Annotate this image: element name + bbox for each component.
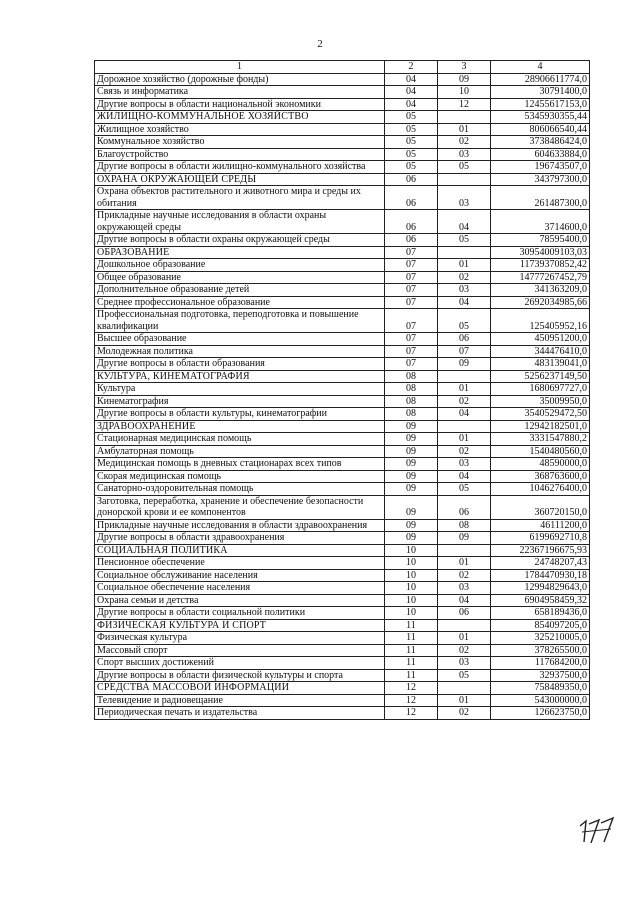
table-row <box>95 284 590 297</box>
row-section-code: 10 <box>385 607 438 620</box>
row-subsection-code: 03 <box>438 284 491 297</box>
row-amount: 196743507,0 <box>491 161 590 174</box>
row-subsection-code: 02 <box>438 395 491 408</box>
row-section-code: 05 <box>385 136 438 149</box>
header-col-4: 4 <box>491 61 590 74</box>
row-section-code: 10 <box>385 544 438 557</box>
row-name: ЖИЛИЩНО-КОММУНАЛЬНОЕ ХОЗЯЙСТВО <box>95 111 385 124</box>
table-row <box>95 544 590 557</box>
table-row <box>95 123 590 136</box>
row-subsection-code: 10 <box>438 86 491 99</box>
table-row <box>95 495 590 519</box>
table-row <box>95 111 590 124</box>
page-number: 2 <box>317 38 323 50</box>
row-amount: 3738486424,0 <box>491 136 590 149</box>
row-subsection-code: 02 <box>438 271 491 284</box>
table-header-row <box>95 61 590 74</box>
row-name: Связь и информатика <box>95 86 385 99</box>
row-section-code: 09 <box>385 495 438 519</box>
row-section-code: 09 <box>385 420 438 433</box>
row-amount: 126623750,0 <box>491 707 590 720</box>
row-subsection-code: 07 <box>438 345 491 358</box>
row-subsection-code: 03 <box>438 458 491 471</box>
row-subsection-code: 05 <box>438 669 491 682</box>
row-name: СОЦИАЛЬНАЯ ПОЛИТИКА <box>95 544 385 557</box>
row-section-code: 11 <box>385 619 438 632</box>
table-row <box>95 136 590 149</box>
row-amount: 11739370852,42 <box>491 259 590 272</box>
table-row <box>95 210 590 234</box>
table-row <box>95 370 590 383</box>
row-name: Другие вопросы в области образования <box>95 358 385 371</box>
row-section-code: 11 <box>385 632 438 645</box>
row-amount: 28906611774,0 <box>491 73 590 86</box>
row-amount: 30791400,0 <box>491 86 590 99</box>
row-subsection-code: 06 <box>438 607 491 620</box>
table-row <box>95 569 590 582</box>
row-amount: 30954009103,03 <box>491 246 590 259</box>
row-amount: 360720150,0 <box>491 495 590 519</box>
table-row <box>95 433 590 446</box>
row-name: Благоустройство <box>95 148 385 161</box>
row-name: Амбулаторная помощь <box>95 445 385 458</box>
row-amount: 5256237149,50 <box>491 370 590 383</box>
row-section-code: 04 <box>385 73 438 86</box>
row-amount: 378265500,0 <box>491 644 590 657</box>
row-section-code: 07 <box>385 333 438 346</box>
row-subsection-code: 01 <box>438 557 491 570</box>
table-row <box>95 483 590 496</box>
row-section-code: 07 <box>385 246 438 259</box>
row-section-code: 06 <box>385 186 438 210</box>
row-name: Массовый спорт <box>95 644 385 657</box>
row-subsection-code: 02 <box>438 136 491 149</box>
table-row <box>95 694 590 707</box>
row-name: Стационарная медицинская помощь <box>95 433 385 446</box>
row-name: Другие вопросы в области жилищно-коммунального хозяйства <box>95 161 385 174</box>
row-name: Коммунальное хозяйство <box>95 136 385 149</box>
table-body <box>95 73 590 719</box>
row-section-code: 09 <box>385 470 438 483</box>
row-amount: 450951200,0 <box>491 333 590 346</box>
table-row <box>95 408 590 421</box>
row-name: Другие вопросы в области физической культуры и спорта <box>95 669 385 682</box>
row-amount: 48590000,0 <box>491 458 590 471</box>
row-subsection-code: 02 <box>438 445 491 458</box>
row-amount: 24748207,43 <box>491 557 590 570</box>
row-subsection-code: 04 <box>438 408 491 421</box>
row-amount: 341363209,0 <box>491 284 590 297</box>
row-section-code: 06 <box>385 173 438 186</box>
row-name: Молодежная политика <box>95 345 385 358</box>
row-section-code: 04 <box>385 98 438 111</box>
row-subsection-code: 04 <box>438 296 491 309</box>
row-subsection-code: 04 <box>438 594 491 607</box>
row-section-code: 09 <box>385 519 438 532</box>
table-row <box>95 259 590 272</box>
table-row <box>95 246 590 259</box>
row-section-code: 07 <box>385 259 438 272</box>
row-name: ОХРАНА ОКРУЖАЮЩЕЙ СРЕДЫ <box>95 173 385 186</box>
row-subsection-code: 01 <box>438 259 491 272</box>
row-section-code: 04 <box>385 86 438 99</box>
table-row <box>95 532 590 545</box>
row-subsection-code <box>438 420 491 433</box>
header-col-2: 2 <box>385 61 438 74</box>
table-row <box>95 86 590 99</box>
row-section-code: 10 <box>385 557 438 570</box>
table-row <box>95 309 590 333</box>
row-amount: 12994829643,0 <box>491 582 590 595</box>
table-row <box>95 470 590 483</box>
row-amount: 3714600,0 <box>491 210 590 234</box>
row-amount: 22367196675,93 <box>491 544 590 557</box>
table-row <box>95 186 590 210</box>
row-name: Физическая культура <box>95 632 385 645</box>
row-subsection-code <box>438 370 491 383</box>
row-subsection-code: 04 <box>438 210 491 234</box>
row-amount: 35009950,0 <box>491 395 590 408</box>
row-subsection-code: 09 <box>438 358 491 371</box>
row-amount: 46111200,0 <box>491 519 590 532</box>
row-section-code: 08 <box>385 383 438 396</box>
row-amount: 344476410,0 <box>491 345 590 358</box>
row-section-code: 08 <box>385 395 438 408</box>
row-subsection-code: 09 <box>438 532 491 545</box>
row-section-code: 05 <box>385 161 438 174</box>
row-name: Высшее образование <box>95 333 385 346</box>
row-subsection-code: 03 <box>438 582 491 595</box>
table-row <box>95 383 590 396</box>
row-name: Кинематография <box>95 395 385 408</box>
row-section-code: 09 <box>385 532 438 545</box>
row-name: ФИЗИЧЕСКАЯ КУЛЬТУРА И СПОРТ <box>95 619 385 632</box>
row-name: Другие вопросы в области культуры, кинематографии <box>95 408 385 421</box>
row-subsection-code: 02 <box>438 644 491 657</box>
row-name: Прикладные научные исследования в области здравоохранения <box>95 519 385 532</box>
row-name: Социальное обслуживание населения <box>95 569 385 582</box>
row-section-code: 06 <box>385 210 438 234</box>
row-section-code: 07 <box>385 358 438 371</box>
row-section-code: 09 <box>385 445 438 458</box>
table-row <box>95 148 590 161</box>
row-name: Среднее профессиональное образование <box>95 296 385 309</box>
table-row <box>95 161 590 174</box>
row-subsection-code: 05 <box>438 161 491 174</box>
row-name: Другие вопросы в области охраны окружающей среды <box>95 234 385 247</box>
row-amount: 483139041,0 <box>491 358 590 371</box>
header-col-1: 1 <box>95 61 385 74</box>
row-section-code: 12 <box>385 682 438 695</box>
row-subsection-code: 06 <box>438 495 491 519</box>
table-row <box>95 594 590 607</box>
row-subsection-code: 06 <box>438 333 491 346</box>
budget-table <box>94 60 590 720</box>
table-row <box>95 395 590 408</box>
table-row <box>95 98 590 111</box>
row-name: Медицинская помощь в дневных стационарах всех типов <box>95 458 385 471</box>
handwritten-signature <box>577 812 617 846</box>
row-name: Социальное обеспечение населения <box>95 582 385 595</box>
row-name: Заготовка, переработка, хранение и обеспечение безопасности донорской крови и ее компонентов <box>95 495 385 519</box>
row-section-code: 09 <box>385 483 438 496</box>
row-section-code: 05 <box>385 111 438 124</box>
row-name: Периодическая печать и издательства <box>95 707 385 720</box>
row-section-code: 10 <box>385 594 438 607</box>
row-subsection-code: 05 <box>438 483 491 496</box>
row-name: Общее образование <box>95 271 385 284</box>
table-row <box>95 557 590 570</box>
row-amount: 2692034985,66 <box>491 296 590 309</box>
row-name: Другие вопросы в области здравоохранения <box>95 532 385 545</box>
row-subsection-code <box>438 619 491 632</box>
row-subsection-code: 01 <box>438 123 491 136</box>
row-name: Дополнительное образование детей <box>95 284 385 297</box>
row-amount: 343797300,0 <box>491 173 590 186</box>
row-subsection-code: 01 <box>438 632 491 645</box>
row-name: Другие вопросы в области социальной политики <box>95 607 385 620</box>
row-name: Охрана объектов растительного и животного мира и среды их обитания <box>95 186 385 210</box>
row-amount: 604633884,0 <box>491 148 590 161</box>
row-subsection-code <box>438 111 491 124</box>
row-name: Дошкольное образование <box>95 259 385 272</box>
row-section-code: 12 <box>385 707 438 720</box>
row-amount: 78595400,0 <box>491 234 590 247</box>
row-amount: 6904958459,32 <box>491 594 590 607</box>
row-amount: 3331547880,2 <box>491 433 590 446</box>
row-subsection-code: 08 <box>438 519 491 532</box>
row-section-code: 05 <box>385 123 438 136</box>
table-row <box>95 234 590 247</box>
table-row <box>95 333 590 346</box>
row-name: Пенсионное обеспечение <box>95 557 385 570</box>
table-row <box>95 519 590 532</box>
table-row <box>95 73 590 86</box>
row-section-code: 11 <box>385 669 438 682</box>
row-section-code: 10 <box>385 582 438 595</box>
row-name: Профессиональная подготовка, переподготовка и повышение квалификации <box>95 309 385 333</box>
row-amount: 14777267452,79 <box>491 271 590 284</box>
row-amount: 125405952,16 <box>491 309 590 333</box>
row-amount: 758489350,0 <box>491 682 590 695</box>
row-section-code: 05 <box>385 148 438 161</box>
row-amount: 6199692710,8 <box>491 532 590 545</box>
row-amount: 854097205,0 <box>491 619 590 632</box>
row-name: Спорт высших достижений <box>95 657 385 670</box>
row-amount: 658189436,0 <box>491 607 590 620</box>
row-name: Прикладные научные исследования в области охраны окружающей среды <box>95 210 385 234</box>
row-subsection-code <box>438 173 491 186</box>
row-section-code: 11 <box>385 644 438 657</box>
row-subsection-code <box>438 682 491 695</box>
row-name: ОБРАЗОВАНИЕ <box>95 246 385 259</box>
row-subsection-code: 12 <box>438 98 491 111</box>
table-row <box>95 420 590 433</box>
row-name: Скорая медицинская помощь <box>95 470 385 483</box>
row-amount: 1680697727,0 <box>491 383 590 396</box>
row-section-code: 07 <box>385 296 438 309</box>
row-amount: 32937500,0 <box>491 669 590 682</box>
table-row <box>95 582 590 595</box>
table-row <box>95 445 590 458</box>
row-section-code: 07 <box>385 345 438 358</box>
row-section-code: 11 <box>385 657 438 670</box>
row-amount: 1540480560,0 <box>491 445 590 458</box>
row-subsection-code: 02 <box>438 569 491 582</box>
table-row <box>95 458 590 471</box>
row-name: Санаторно-оздоровительная помощь <box>95 483 385 496</box>
row-subsection-code: 01 <box>438 383 491 396</box>
row-amount: 117684200,0 <box>491 657 590 670</box>
row-amount: 806066540,44 <box>491 123 590 136</box>
row-subsection-code <box>438 246 491 259</box>
table-row <box>95 657 590 670</box>
row-amount: 325210005,0 <box>491 632 590 645</box>
table-row <box>95 345 590 358</box>
row-amount: 1784470930,18 <box>491 569 590 582</box>
row-subsection-code <box>438 544 491 557</box>
table-row <box>95 173 590 186</box>
row-amount: 12455617153,0 <box>491 98 590 111</box>
row-subsection-code: 01 <box>438 694 491 707</box>
row-subsection-code: 02 <box>438 707 491 720</box>
row-amount: 1046276400,0 <box>491 483 590 496</box>
table-row <box>95 607 590 620</box>
row-subsection-code: 05 <box>438 309 491 333</box>
row-amount: 543000000,0 <box>491 694 590 707</box>
row-name: Дорожное хозяйство (дорожные фонды) <box>95 73 385 86</box>
row-amount: 12942182501,0 <box>491 420 590 433</box>
row-amount: 368763600,0 <box>491 470 590 483</box>
row-section-code: 07 <box>385 271 438 284</box>
row-subsection-code: 04 <box>438 470 491 483</box>
row-name: КУЛЬТУРА, КИНЕМАТОГРАФИЯ <box>95 370 385 383</box>
table-row <box>95 682 590 695</box>
table-row <box>95 632 590 645</box>
row-section-code: 08 <box>385 370 438 383</box>
row-name: Телевидение и радиовещание <box>95 694 385 707</box>
table-row <box>95 669 590 682</box>
row-subsection-code: 03 <box>438 186 491 210</box>
row-name: ЗДРАВООХРАНЕНИЕ <box>95 420 385 433</box>
row-name: Жилищное хозяйство <box>95 123 385 136</box>
table-row <box>95 644 590 657</box>
table-row <box>95 619 590 632</box>
row-section-code: 08 <box>385 408 438 421</box>
row-amount: 261487300,0 <box>491 186 590 210</box>
row-subsection-code: 01 <box>438 433 491 446</box>
row-subsection-code: 05 <box>438 234 491 247</box>
header-col-3: 3 <box>438 61 491 74</box>
row-section-code: 06 <box>385 234 438 247</box>
row-subsection-code: 03 <box>438 148 491 161</box>
row-section-code: 09 <box>385 433 438 446</box>
table-row <box>95 358 590 371</box>
row-section-code: 07 <box>385 284 438 297</box>
row-name: СРЕДСТВА МАССОВОЙ ИНФОРМАЦИИ <box>95 682 385 695</box>
row-section-code: 07 <box>385 309 438 333</box>
row-name: Другие вопросы в области национальной экономики <box>95 98 385 111</box>
table-row <box>95 271 590 284</box>
row-name: Охрана семьи и детства <box>95 594 385 607</box>
table-row <box>95 707 590 720</box>
row-amount: 5345930355,44 <box>491 111 590 124</box>
row-section-code: 12 <box>385 694 438 707</box>
row-name: Культура <box>95 383 385 396</box>
row-subsection-code: 03 <box>438 657 491 670</box>
row-amount: 3540529472,50 <box>491 408 590 421</box>
row-section-code: 09 <box>385 458 438 471</box>
row-subsection-code: 09 <box>438 73 491 86</box>
row-section-code: 10 <box>385 569 438 582</box>
table-row <box>95 296 590 309</box>
